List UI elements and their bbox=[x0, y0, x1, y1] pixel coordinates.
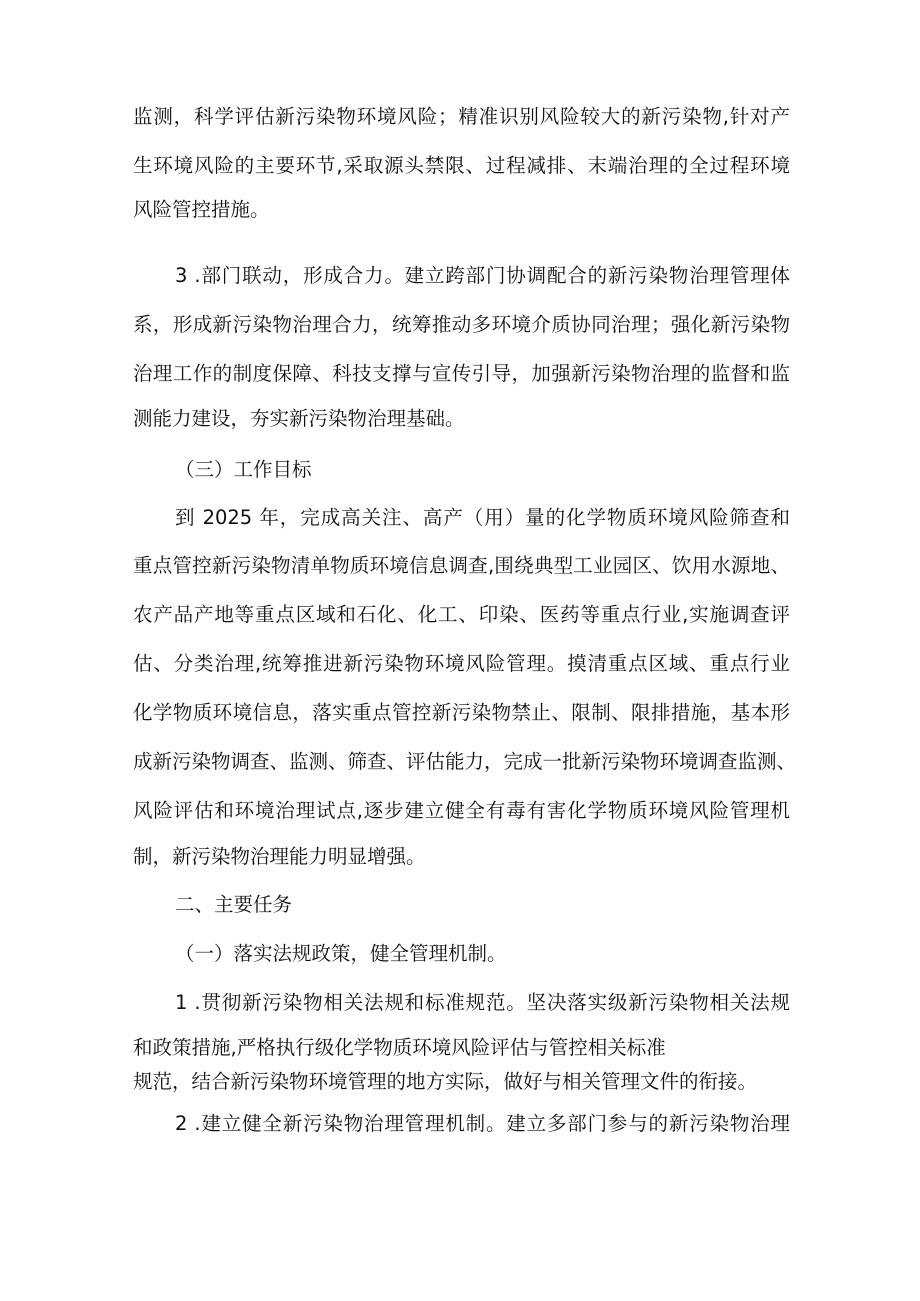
section-heading: 二、主要任务 bbox=[175, 893, 293, 916]
paragraph-line: 估、分类治理,统筹推进新污染物环境风险管理。摸清重点区域、重点行业 bbox=[133, 652, 790, 675]
paragraph-line: 1 .贯彻新污染物相关法规和标准规范。坚决落实级新污染物相关法规 bbox=[175, 991, 790, 1014]
paragraph-line: 化学物质环境信息，落实重点管控新污染物禁止、限制、限排措施，基本形 bbox=[133, 701, 790, 724]
paragraph-line: 2 .建立健全新污染物治理管理机制。建立多部门参与的新污染物治理 bbox=[175, 1112, 790, 1135]
paragraph-line: 和政策措施,严格执行级化学物质环境风险评估与管控相关标准 bbox=[133, 1036, 666, 1059]
paragraph-line: 规范，结合新污染物环境管理的地方实际，做好与相关管理文件的衔接。 bbox=[133, 1070, 758, 1093]
section-heading: （三）工作目标 bbox=[175, 458, 312, 481]
paragraph-line: 成新污染物调查、监测、筛查、评估能力，完成一批新污染物环境调查监测、 bbox=[133, 750, 797, 773]
paragraph-line: 治理工作的制度保障、科技支撑与宣传引导，加强新污染物治理的监督和监 bbox=[133, 362, 790, 385]
subsection-heading: （一）落实法规政策，健全管理机制。 bbox=[175, 942, 507, 965]
paragraph-line: 生环境风险的主要环节,采取源头禁限、过程减排、末端治理的全过程环境 bbox=[133, 154, 790, 177]
paragraph-line: 风险管控措施。 bbox=[133, 198, 270, 221]
paragraph-line: 风险评估和环境治理试点,逐步建立健全有毒有害化学物质环境风险管理机 bbox=[133, 799, 790, 822]
paragraph-line: 3 .部门联动，形成合力。建立跨部门协调配合的新污染物治理管理体 bbox=[175, 264, 790, 287]
paragraph-line: 重点管控新污染物清单物质环境信息调查,围绕典型工业园区、饮用水源地、 bbox=[133, 554, 790, 577]
paragraph-line: 农产品产地等重点区域和石化、化工、印染、医药等重点行业,实施调查评 bbox=[133, 603, 790, 626]
paragraph-line: 测能力建设，夯实新污染物治理基础。 bbox=[133, 407, 465, 430]
paragraph-line: 制，新污染物治理能力明显增强。 bbox=[133, 845, 426, 868]
paragraph-line: 监测，科学评估新污染物环境风险；精准识别风险较大的新污染物,针对产 bbox=[133, 105, 790, 128]
paragraph-line: 系，形成新污染物治理合力，统筹推动多环境介质协同治理；强化新污染物 bbox=[133, 313, 790, 336]
paragraph-line: 到 2025 年，完成高关注、高产（用）量的化学物质环境风险筛查和 bbox=[175, 506, 790, 529]
